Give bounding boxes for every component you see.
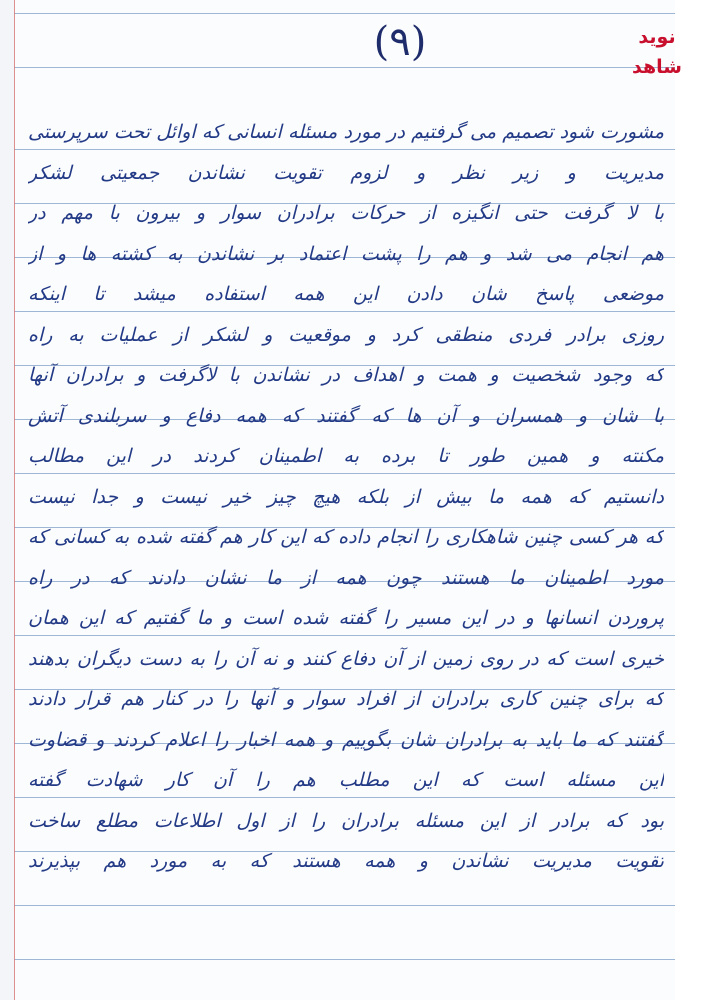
text-line: مورد اطمینان ما هستند چون همه از ما نشان دادند که در راه xyxy=(28,566,664,589)
text-line: موضعی پاسخ شان دادن این همه استفاده میشد تا اینکه xyxy=(28,283,664,305)
text-line: این مسئله است که این مطلب هم را آن کار شهادت گفته xyxy=(28,769,664,791)
text-line: با لا گرفت حتی انگیزه از حرکات برادران سوار و بیرون با مهم در xyxy=(28,202,664,224)
notebook-edge xyxy=(0,0,15,1000)
text-line: با شان و همسران و آن ها که گفتند که همه دفاع و سربلندی آتش xyxy=(28,404,664,427)
watermark-logo: نوید شاهد xyxy=(632,26,682,78)
text-line: خیری است که در روی زمین از آن دفاع کنند و نه آن را به دست دیگران بدهند xyxy=(28,647,664,670)
text-line: که برای چنین کاری برادران از افراد سوار و آنها را در کنار هم قرار دادند xyxy=(28,688,664,710)
text-line: روزی برادر فردی منطقی کرد و موقعیت و لشکر از عملیات به راه xyxy=(28,323,664,346)
text-line: که وجود شخصیت و همت و اهداف در نشاندن با لاگرفت و برادران آنها xyxy=(28,364,664,386)
text-line: مکنته و همین طور تا برده به اطمینان کردند در این مطالب xyxy=(28,445,664,467)
text-line: دانستیم که همه ما بیش از بلکه هیچ چیز خیر نیست و جدا نیست xyxy=(28,485,664,508)
text-line: مدیریت و زیر نظر و لزوم تقویت نشاندن جمعیتی لشکر xyxy=(28,161,664,184)
text-line: گفتند که ما باید به برادران شان بگوییم و همه اخبار را اعلام کردند و قضاوت xyxy=(28,728,664,751)
text-line: پروردن انسانها و در این مسیر را گفته شده است و ما گفتیم که این همان xyxy=(28,607,664,629)
text-line: که هر کسی چنین شاهکاری را انجام داده که این کار هم گفته شده به کسانی که xyxy=(28,526,664,548)
text-line: مشورت شود تصمیم می گرفتیم در مورد مسئله انسانی که اوائل تحت سرپرستی xyxy=(28,121,664,143)
text-line: بود که برادر از این مسئله برادران را از اول اطلاعات مطلع ساخت xyxy=(28,809,664,832)
handwritten-text xyxy=(28,112,664,882)
page-number: (۹) xyxy=(373,19,427,65)
margin-line xyxy=(14,0,15,1000)
text-line: هم انجام می شد و هم را پشت اعتماد بر نشاندن به کشته ها و از xyxy=(28,242,664,265)
text-line: تقویت مدیریت نشاندن و همه هستند که به مورد هم بپذیرند xyxy=(28,850,664,872)
